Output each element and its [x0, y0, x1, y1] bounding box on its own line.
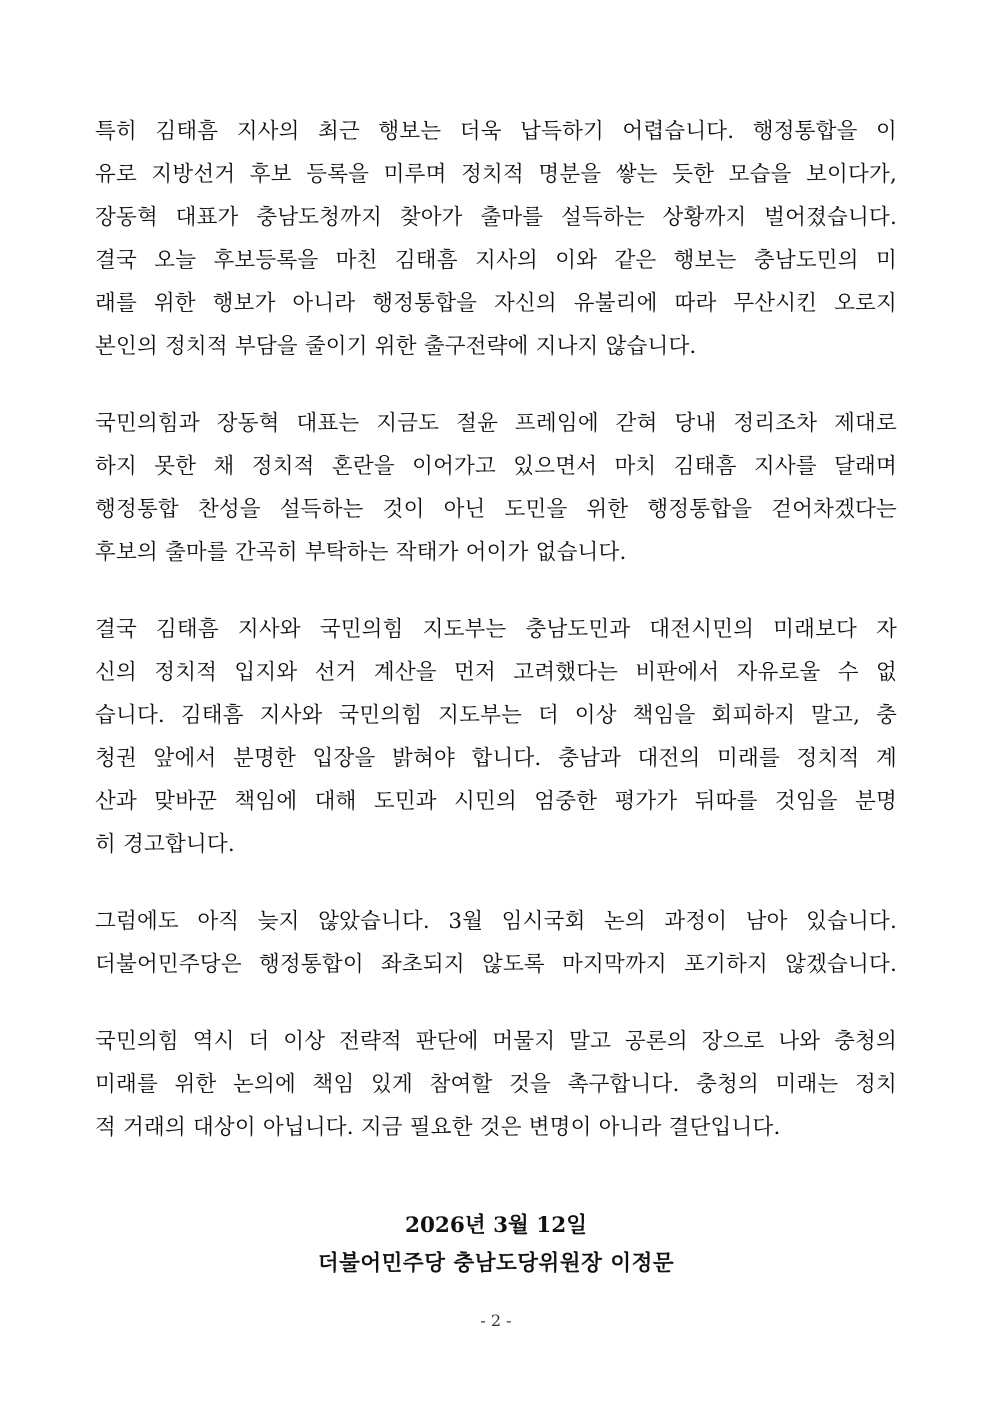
text-line: 특히 김태흠 지사의 최근 행보는 더욱 납득하기 어렵습니다. 행정통합을 이: [95, 119, 897, 144]
statement-date: 2026년 3월 12일: [405, 1213, 587, 1238]
text-line: 하지 못한 채 정치적 혼란을 이어가고 있으면서 마치 김태흠 지사를 달래며: [95, 454, 897, 479]
text-line: 신의 정치적 입지와 선거 계산을 먼저 고려했다는 비판에서 자유로울 수 없: [95, 660, 897, 685]
text-line: 청권 앞에서 분명한 입장을 밝혀야 합니다. 충남과 대전의 미래를 정치적 계: [95, 746, 897, 771]
text-line: 본인의 정치적 부담을 줄이기 위한 출구전략에 지나지 않습니다.: [95, 334, 697, 359]
page-number: - 2 -: [480, 1311, 512, 1330]
statement-body: [95, 110, 897, 1183]
text-line: 장동혁 대표가 충남도청까지 찾아가 출마를 설득하는 상황까지 벌어졌습니다.: [95, 205, 897, 230]
text-line: 미래를 위한 논의에 책임 있게 참여할 것을 촉구합니다. 충청의 미래는 정치: [95, 1072, 897, 1097]
text-line: 그럼에도 아직 늦지 않았습니다. 3월 임시국회 논의 과정이 남아 있습니다.: [95, 909, 897, 934]
text-line: 습니다. 김태흠 지사와 국민의힘 지도부는 더 이상 책임을 회피하지 말고, 충: [95, 703, 897, 728]
text-line: 적 거래의 대상이 아닙니다. 지금 필요한 것은 변명이 아니라 결단입니다.: [95, 1115, 781, 1140]
text-line: 결국 김태흠 지사와 국민의힘 지도부는 충남도민과 대전시민의 미래보다 자: [95, 617, 897, 642]
text-line: 결국 오늘 후보등록을 마친 김태흠 지사의 이와 같은 행보는 충남도민의 미: [95, 248, 897, 273]
text-line: 더불어민주당은 행정통합이 좌초되지 않도록 마지막까지 포기하지 않겠습니다.: [95, 952, 897, 977]
paragraph-3: [95, 608, 897, 866]
text-line: 행정통합 찬성을 설득하는 것이 아닌 도민을 위한 행정통합을 걷어차겠다는: [95, 497, 897, 522]
text-line: 히 경고합니다.: [95, 832, 235, 857]
text-line: 유로 지방선거 후보 등록을 미루며 정치적 명분을 쌓는 듯한 모습을 보이다가,: [95, 162, 897, 187]
text-line: 후보의 출마를 간곡히 부탁하는 작태가 어이가 없습니다.: [95, 540, 627, 565]
statement-author: 더불어민주당 충남도당위원장 이정문: [317, 1251, 675, 1276]
signature-block: [0, 1207, 992, 1283]
text-line: 국민의힘과 장동혁 대표는 지금도 절윤 프레임에 갇혀 당내 정리조차 제대로: [95, 411, 897, 436]
paragraph-4: [95, 900, 897, 986]
paragraph-2: [95, 402, 897, 574]
text-line: 산과 맞바꾼 책임에 대해 도민과 시민의 엄중한 평가가 뒤따를 것임을 분명: [95, 789, 897, 814]
text-line: 국민의힘 역시 더 이상 전략적 판단에 머물지 말고 공론의 장으로 나와 충청의: [95, 1029, 897, 1054]
text-line: 래를 위한 행보가 아니라 행정통합을 자신의 유불리에 따라 무산시킨 오로지: [95, 291, 897, 316]
paragraph-1: [95, 110, 897, 368]
paragraph-5: [95, 1020, 897, 1149]
